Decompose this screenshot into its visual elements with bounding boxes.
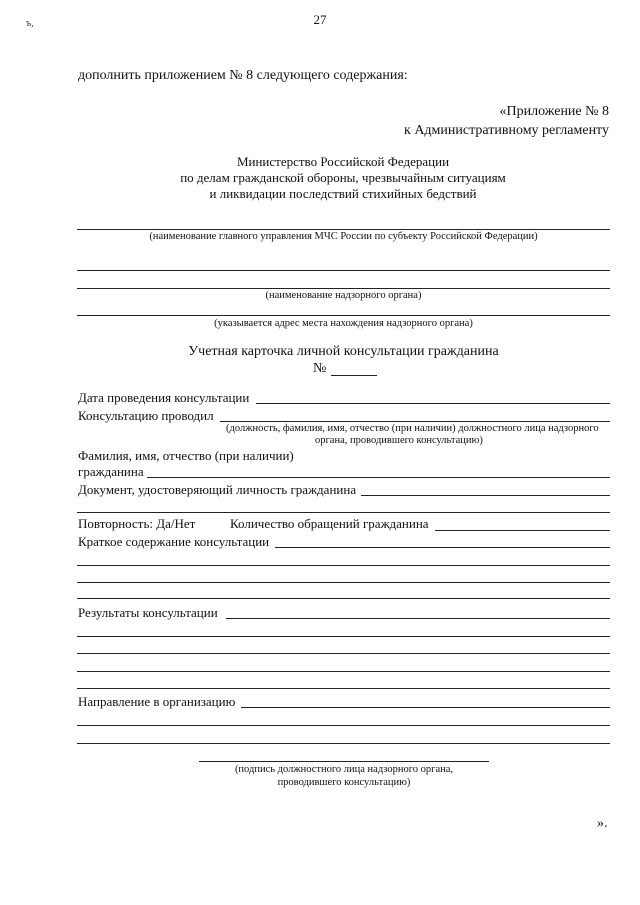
referral-label: Направление в организацию [78,694,236,709]
address-line [77,315,610,316]
results-field-5[interactable] [77,688,610,689]
intro-text: дополнить приложением № 8 следующего содержания: [78,68,408,83]
blank-line [77,270,610,271]
results-field-3[interactable] [77,653,610,654]
closing-quote: ». [597,816,608,831]
results-field-4[interactable] [77,671,610,672]
conducted-by-field[interactable] [220,421,610,422]
summary-field-4[interactable] [77,598,610,599]
card-number-label: № [313,361,327,376]
appeals-count-label: Количество обращений гражданина [230,516,429,531]
ministry-line-1: Министерство Российской Федерации [236,154,450,169]
referral-field[interactable] [241,707,610,708]
signature-caption-2: проводившего консультацию) [277,777,411,788]
results-field-2[interactable] [77,636,610,637]
referral-field-2[interactable] [77,725,610,726]
card-title: Учетная карточка личной консультации гражданина [188,344,499,359]
supervisory-body-line [77,288,610,289]
appendix-title: «Приложение № 8 [499,104,609,119]
main-directorate-caption: (наименование главного управления МЧС России по субъекту Российской Федерации) [149,231,538,242]
results-label: Результаты консультации [78,605,218,620]
summary-field-3[interactable] [77,582,610,583]
appeals-count-field[interactable] [435,530,610,531]
summary-field-2[interactable] [77,565,610,566]
ministry-line-2: по делам гражданской обороны, чрезвычайным ситуациям [180,170,506,185]
id-document-field-2[interactable] [77,512,610,513]
official-caption-1: (должность, фамилия, имя, отчество (при наличии) должностного лица надзорного [226,423,599,434]
official-caption-2: органа, проводившего консультацию) [315,435,483,446]
date-field[interactable] [256,403,610,404]
page-number: 27 [313,12,327,27]
card-number-field[interactable] [331,375,377,376]
repeat-label: Повторность: Да/Нет [78,516,196,531]
citizen-name-field[interactable] [147,477,610,478]
id-document-label: Документ, удостоверяющий личность гражданина [78,482,357,497]
citizen-name-label-2: гражданина [78,464,144,479]
summary-field[interactable] [275,547,610,548]
results-field[interactable] [226,618,610,619]
main-directorate-line [77,229,610,230]
address-caption: (указывается адрес места нахождения надзорного органа) [214,318,473,329]
referral-field-3[interactable] [77,743,610,744]
signature-field[interactable] [199,761,489,762]
id-document-field[interactable] [361,495,610,496]
supervisory-body-caption: (наименование надзорного органа) [265,290,422,301]
ministry-line-3: и ликвидации последствий стихийных бедствий [209,186,477,201]
citizen-name-label-1: Фамилия, имя, отчество (при наличии) [78,448,294,463]
signature-caption-1: (подпись должностного лица надзорного органа, [234,764,454,775]
conducted-by-label: Консультацию проводил [78,408,214,423]
appendix-subtitle: к Административному регламенту [404,123,609,138]
scan-mark: ъ, [26,18,34,29]
summary-label: Краткое содержание консультации [78,534,270,549]
date-label: Дата проведения консультации [78,390,250,405]
